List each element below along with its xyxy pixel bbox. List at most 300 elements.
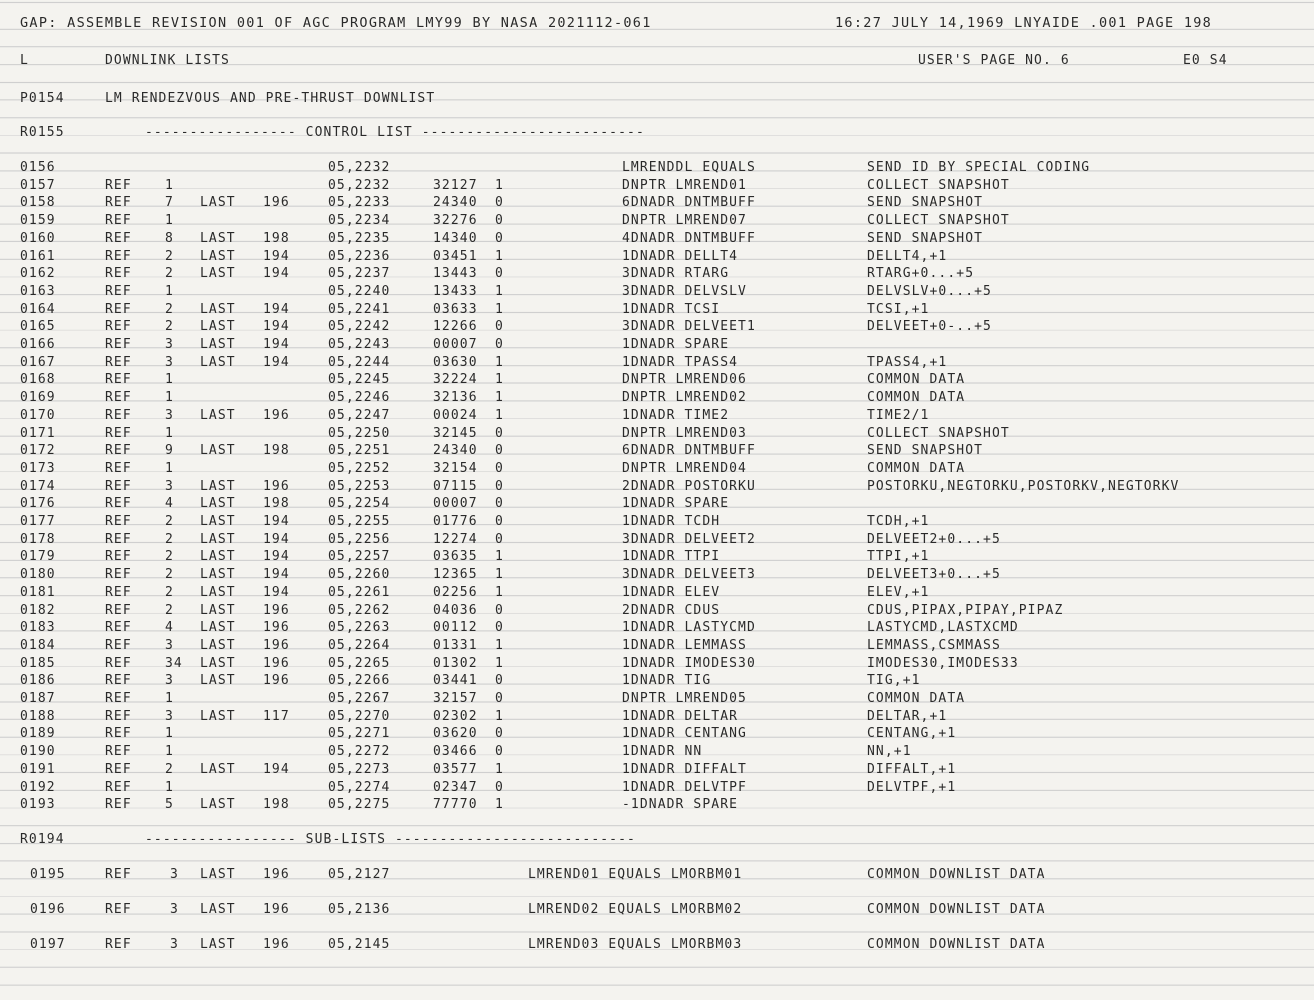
ref-count: 2: [165, 567, 174, 583]
address: 05,2145: [328, 937, 391, 952]
last-label: LAST: [200, 496, 236, 512]
subheader-type: L: [20, 53, 29, 68]
instruction: 1DNADR TIG: [622, 673, 712, 689]
comment: POSTORKU,NEGTORKU,POSTORKV,NEGTORKV: [867, 478, 1180, 494]
last-number: 196: [263, 602, 290, 618]
line-number: 0181: [20, 584, 56, 600]
code-flag: 1: [495, 372, 504, 388]
line-number: 0197: [30, 937, 66, 952]
ref-label: REF: [105, 655, 132, 671]
octal-code: 32127: [433, 177, 478, 193]
comment: COMMON DOWNLIST DATA: [867, 937, 1046, 952]
ref-label: REF: [105, 549, 132, 565]
code-flag: 0: [495, 478, 504, 494]
address: 05,2247: [328, 407, 391, 423]
last-label: LAST: [200, 301, 236, 317]
heading-id: R0194: [20, 832, 65, 847]
comment: COMMON DOWNLIST DATA: [867, 867, 1046, 882]
last-label: LAST: [200, 797, 236, 813]
instruction: 3DNADR DELVSLV: [622, 283, 747, 299]
instruction: 6DNADR DNTMBUFF: [622, 195, 756, 211]
last-number: 194: [263, 337, 290, 352]
last-number: 194: [263, 584, 290, 600]
header-right: 16:27 JULY 14,1969 LNYAIDE .001 PAGE 198: [835, 15, 1213, 31]
line-number: 0178: [20, 531, 56, 547]
comment: TPASS4,+1: [867, 354, 948, 370]
line-number: 0196: [30, 902, 66, 917]
code-flag: 0: [495, 620, 504, 636]
code-flag: 1: [495, 301, 504, 317]
line-number: 0189: [20, 726, 56, 742]
comment: TCSI,+1: [867, 301, 930, 317]
ref-count: 3: [165, 354, 174, 370]
address: 05,2136: [328, 902, 391, 917]
line-number: 0163: [20, 283, 56, 299]
instruction: 1DNADR SPARE: [622, 337, 730, 352]
comment: TIME2/1: [867, 407, 930, 423]
table-row: [0, 779, 1314, 797]
ref-label: REF: [105, 177, 132, 193]
table-row: [0, 194, 1314, 212]
address: 05,2264: [328, 637, 391, 653]
octal-code: 32224: [433, 372, 478, 388]
instruction: 1DNADR TTPI: [622, 549, 721, 565]
ref-count: 8: [165, 230, 174, 246]
instruction: 1DNADR TCSI: [622, 301, 721, 317]
code-flag: 1: [495, 567, 504, 583]
instruction: 1DNADR CENTANG: [622, 726, 747, 742]
ref-label: REF: [105, 319, 132, 335]
comment: COMMON DATA: [867, 460, 966, 476]
ref-count: 2: [165, 248, 174, 264]
octal-code: 03633: [433, 301, 478, 317]
table-row: [0, 761, 1314, 779]
instruction: 1DNADR NN: [622, 744, 703, 760]
address: 05,2241: [328, 301, 391, 317]
address: 05,2262: [328, 602, 391, 618]
octal-code: 77770: [433, 797, 478, 813]
line-number: 0158: [20, 195, 56, 211]
instruction: 1DNADR DELLT4: [622, 248, 739, 264]
comment: COMMON DOWNLIST DATA: [867, 902, 1046, 917]
code-flag: 1: [495, 248, 504, 264]
octal-code: 00024: [433, 407, 478, 423]
ref-label: REF: [105, 407, 132, 423]
last-label: LAST: [200, 549, 236, 565]
ref-count: 3: [165, 673, 174, 689]
address: 05,2256: [328, 531, 391, 547]
table-row: [0, 548, 1314, 566]
address: 05,2266: [328, 673, 391, 689]
instruction: DNPTR LMREND06: [622, 372, 747, 388]
code-flag: 1: [495, 390, 504, 406]
octal-code: 13433: [433, 283, 478, 299]
table-row: [0, 619, 1314, 637]
octal-code: 32157: [433, 691, 478, 706]
last-label: LAST: [200, 673, 236, 689]
address: 05,2243: [328, 337, 391, 352]
ref-label: REF: [105, 531, 132, 547]
last-number: 196: [263, 195, 290, 211]
ref-count: 2: [165, 266, 174, 282]
comment: COMMON DATA: [867, 372, 966, 388]
ref-count: 1: [165, 372, 174, 388]
ref-count: 1: [165, 744, 174, 760]
octal-code: 12365: [433, 567, 478, 583]
ref-label: REF: [105, 213, 132, 229]
address: 05,2255: [328, 514, 391, 529]
subheader: [0, 52, 1314, 70]
line-number: 0157: [20, 177, 56, 193]
ref-label: REF: [105, 673, 132, 689]
ref-count: 4: [165, 496, 174, 512]
ref-count: 2: [165, 602, 174, 618]
address: 05,2245: [328, 372, 391, 388]
ref-count: 3: [170, 867, 179, 882]
ref-count: 9: [165, 443, 174, 459]
code-flag: 0: [495, 213, 504, 229]
octal-code: 01776: [433, 514, 478, 529]
line-number: 0167: [20, 354, 56, 370]
line-number: 0179: [20, 549, 56, 565]
line-number: 0160: [20, 230, 56, 246]
comment: DELVTPF,+1: [867, 779, 957, 795]
last-label: LAST: [200, 266, 236, 282]
instruction: 6DNADR DNTMBUFF: [622, 443, 756, 459]
line-number: 0159: [20, 213, 56, 229]
code-flag: 0: [495, 514, 504, 529]
line-number: 0162: [20, 266, 56, 282]
address: 05,2251: [328, 443, 391, 459]
last-number: 194: [263, 549, 290, 565]
table-row: [0, 283, 1314, 301]
code-flag: 0: [495, 744, 504, 760]
address: 05,2234: [328, 213, 391, 229]
comment: COMMON DATA: [867, 390, 966, 406]
code-flag: 1: [495, 761, 504, 777]
comment: IMODES30,IMODES33: [867, 655, 1019, 671]
comment: RTARG+0...+5: [867, 266, 975, 282]
last-label: LAST: [200, 443, 236, 459]
table-row: [0, 248, 1314, 266]
octal-code: 00007: [433, 496, 478, 512]
section-title: LM RENDEZVOUS AND PRE-THRUST DOWNLIST: [105, 91, 436, 106]
octal-code: 24340: [433, 443, 478, 459]
table-row: [0, 301, 1314, 319]
comment: SEND SNAPSHOT: [867, 195, 984, 211]
last-label: LAST: [200, 655, 236, 671]
address: 05,2272: [328, 744, 391, 760]
table-row: [0, 318, 1314, 336]
ref-label: REF: [105, 779, 132, 795]
comment: SEND SNAPSHOT: [867, 230, 984, 246]
ref-count: 2: [165, 761, 174, 777]
comment: LASTYCMD,LASTXCMD: [867, 620, 1019, 636]
ref-label: REF: [105, 744, 132, 760]
instruction: 2DNADR POSTORKU: [622, 478, 756, 494]
ref-count: 5: [165, 797, 174, 813]
ref-count: 4: [165, 620, 174, 636]
last-number: 196: [263, 637, 290, 653]
ref-label: REF: [105, 354, 132, 370]
instruction: -1DNADR SPARE: [622, 797, 739, 813]
address: 05,2270: [328, 708, 391, 724]
ref-label: REF: [105, 567, 132, 583]
comment: NN,+1: [867, 744, 912, 760]
last-number: 198: [263, 797, 290, 813]
instruction: LMREND01 EQUALS LMORBM01: [528, 867, 743, 882]
ref-count: 2: [165, 584, 174, 600]
line-number: 0156: [20, 160, 56, 175]
last-label: LAST: [200, 902, 236, 917]
last-number: 196: [263, 673, 290, 689]
code-flag: 1: [495, 354, 504, 370]
last-label: LAST: [200, 708, 236, 724]
line-number: 0182: [20, 602, 56, 618]
ref-label: REF: [105, 726, 132, 742]
last-number: 194: [263, 761, 290, 777]
table-row: [0, 708, 1314, 726]
table-row: [0, 495, 1314, 513]
table-row: [0, 672, 1314, 690]
ref-count: 1: [165, 213, 174, 229]
ref-label: REF: [105, 708, 132, 724]
ref-label: REF: [105, 425, 132, 441]
line-number: 0166: [20, 337, 56, 352]
line-number: 0185: [20, 655, 56, 671]
last-label: LAST: [200, 354, 236, 370]
last-number: 194: [263, 531, 290, 547]
table-row: [0, 354, 1314, 372]
ref-label: REF: [105, 230, 132, 246]
address: 05,2250: [328, 425, 391, 441]
instruction: DNPTR LMREND02: [622, 390, 747, 406]
last-number: 196: [263, 478, 290, 494]
code-flag: 0: [495, 443, 504, 459]
edition-label: E0 S4: [1183, 53, 1228, 68]
table-row: [0, 690, 1314, 708]
last-label: LAST: [200, 761, 236, 777]
instruction: LMREND03 EQUALS LMORBM03: [528, 937, 743, 952]
comment: SEND SNAPSHOT: [867, 443, 984, 459]
octal-code: 02302: [433, 708, 478, 724]
last-label: LAST: [200, 937, 236, 952]
instruction: 3DNADR DELVEET2: [622, 531, 756, 547]
octal-code: 03466: [433, 744, 478, 760]
octal-code: 12274: [433, 531, 478, 547]
address: 05,2271: [328, 726, 391, 742]
address: 05,2253: [328, 478, 391, 494]
ref-count: 2: [165, 301, 174, 317]
comment: DELVSLV+0...+5: [867, 283, 992, 299]
comment: LEMMASS,CSMMASS: [867, 637, 1001, 653]
ref-label: REF: [105, 867, 132, 882]
ref-label: REF: [105, 691, 132, 706]
table-row: [0, 796, 1314, 814]
ref-label: REF: [105, 248, 132, 264]
last-number: 194: [263, 266, 290, 282]
last-number: 196: [263, 937, 290, 952]
instruction: 4DNADR DNTMBUFF: [622, 230, 756, 246]
ref-label: REF: [105, 620, 132, 636]
ref-label: REF: [105, 496, 132, 512]
instruction: LMRENDDL EQUALS: [622, 160, 756, 175]
address: 05,2254: [328, 496, 391, 512]
table-row: [0, 442, 1314, 460]
instruction: 1DNADR IMODES30: [622, 655, 756, 671]
heading-id: R0155: [20, 125, 65, 140]
code-flag: 1: [495, 177, 504, 193]
ref-label: REF: [105, 460, 132, 476]
address: 05,2236: [328, 248, 391, 264]
line-number: 0195: [30, 867, 66, 882]
last-number: 194: [263, 301, 290, 317]
ref-label: REF: [105, 266, 132, 282]
octal-code: 07115: [433, 478, 478, 494]
last-label: LAST: [200, 584, 236, 600]
code-flag: 1: [495, 708, 504, 724]
octal-code: 00112: [433, 620, 478, 636]
code-flag: 0: [495, 425, 504, 441]
ref-label: REF: [105, 195, 132, 211]
comment: DELTAR,+1: [867, 708, 948, 724]
ref-count: 1: [165, 425, 174, 441]
header-left: GAP: ASSEMBLE REVISION 001 OF AGC PROGRAM LMY99 BY NASA 2021112-061: [20, 15, 652, 31]
ref-label: REF: [105, 761, 132, 777]
ref-count: 3: [165, 637, 174, 653]
comment: COLLECT SNAPSHOT: [867, 425, 1010, 441]
comment: DELVEET+0-..+5: [867, 319, 992, 335]
sublist-row: [0, 901, 1314, 919]
comment: COLLECT SNAPSHOT: [867, 177, 1010, 193]
last-label: LAST: [200, 407, 236, 423]
code-flag: 1: [495, 407, 504, 423]
line-number: 0170: [20, 407, 56, 423]
table-row: [0, 637, 1314, 655]
octal-code: 32276: [433, 213, 478, 229]
code-flag: 0: [495, 602, 504, 618]
octal-code: 00007: [433, 337, 478, 352]
code-flag: 1: [495, 584, 504, 600]
instruction: 1DNADR LASTYCMD: [622, 620, 756, 636]
address: 05,2232: [328, 177, 391, 193]
instruction: 1DNADR TCDH: [622, 514, 721, 529]
table-row: [0, 531, 1314, 549]
octal-code: 12266: [433, 319, 478, 335]
ref-label: REF: [105, 602, 132, 618]
users-page-number: USER'S PAGE NO. 6: [918, 53, 1070, 68]
comment: CDUS,PIPAX,PIPAY,PIPAZ: [867, 602, 1064, 618]
instruction: 1DNADR LEMMASS: [622, 637, 747, 653]
code-flag: 0: [495, 337, 504, 352]
code-flag: 0: [495, 531, 504, 547]
sublists-heading: [0, 831, 1314, 849]
table-row: [0, 513, 1314, 531]
table-row: [0, 336, 1314, 354]
last-number: 196: [263, 407, 290, 423]
address: 05,2260: [328, 567, 391, 583]
instruction: 1DNADR ELEV: [622, 584, 721, 600]
octal-code: 14340: [433, 230, 478, 246]
line-number: 0161: [20, 248, 56, 264]
code-flag: 1: [495, 637, 504, 653]
ref-count: 2: [165, 549, 174, 565]
line-number: 0184: [20, 637, 56, 653]
address: 05,2127: [328, 867, 391, 882]
octal-code: 03441: [433, 673, 478, 689]
heading-text: ----------------- SUB-LISTS ---------------------------: [145, 832, 636, 847]
code-flag: 1: [495, 797, 504, 813]
comment: DIFFALT,+1: [867, 761, 957, 777]
code-flag: 0: [495, 691, 504, 706]
line-number: 0168: [20, 372, 56, 388]
section-id: P0154: [20, 91, 65, 106]
octal-code: 03620: [433, 726, 478, 742]
ref-label: REF: [105, 390, 132, 406]
last-number: 196: [263, 902, 290, 917]
table-row: [0, 584, 1314, 602]
comment: DELVEET3+0...+5: [867, 567, 1001, 583]
octal-code: 32136: [433, 390, 478, 406]
ref-count: 3: [170, 937, 179, 952]
ref-label: REF: [105, 902, 132, 917]
code-flag: 0: [495, 496, 504, 512]
last-label: LAST: [200, 230, 236, 246]
octal-code: 24340: [433, 195, 478, 211]
ref-count: 1: [165, 283, 174, 299]
instruction: 1DNADR DELVTPF: [622, 779, 747, 795]
address: 05,2273: [328, 761, 391, 777]
last-label: LAST: [200, 337, 236, 352]
ref-label: REF: [105, 283, 132, 299]
comment: COLLECT SNAPSHOT: [867, 213, 1010, 229]
code-flag: 1: [495, 283, 504, 299]
table-row: [0, 230, 1314, 248]
ref-label: REF: [105, 514, 132, 529]
code-flag: 0: [495, 779, 504, 795]
address: 05,2257: [328, 549, 391, 565]
instruction: DNPTR LMREND07: [622, 213, 747, 229]
address: 05,2244: [328, 354, 391, 370]
line-number: 0174: [20, 478, 56, 494]
last-label: LAST: [200, 319, 236, 335]
table-row: [0, 177, 1314, 195]
instruction: 1DNADR SPARE: [622, 496, 730, 512]
table-row: [0, 389, 1314, 407]
ref-count: 34: [165, 655, 183, 671]
comment: TIG,+1: [867, 673, 921, 689]
ref-count: 2: [165, 514, 174, 529]
table-row: [0, 566, 1314, 584]
last-number: 196: [263, 655, 290, 671]
control-list-heading: [0, 124, 1314, 142]
line-number: 0164: [20, 301, 56, 317]
address: 05,2252: [328, 460, 391, 476]
heading-text: ----------------- CONTROL LIST -------------------------: [145, 125, 645, 140]
code-flag: 0: [495, 230, 504, 246]
table-row: [0, 265, 1314, 283]
octal-code: 13443: [433, 266, 478, 282]
address: 05,2242: [328, 319, 391, 335]
code-flag: 0: [495, 195, 504, 211]
line-number: 0169: [20, 390, 56, 406]
instruction: DNPTR LMREND01: [622, 177, 747, 193]
ref-label: REF: [105, 372, 132, 388]
address: 05,2265: [328, 655, 391, 671]
address: 05,2263: [328, 620, 391, 636]
last-number: 194: [263, 567, 290, 583]
section-title-line: [0, 90, 1314, 108]
